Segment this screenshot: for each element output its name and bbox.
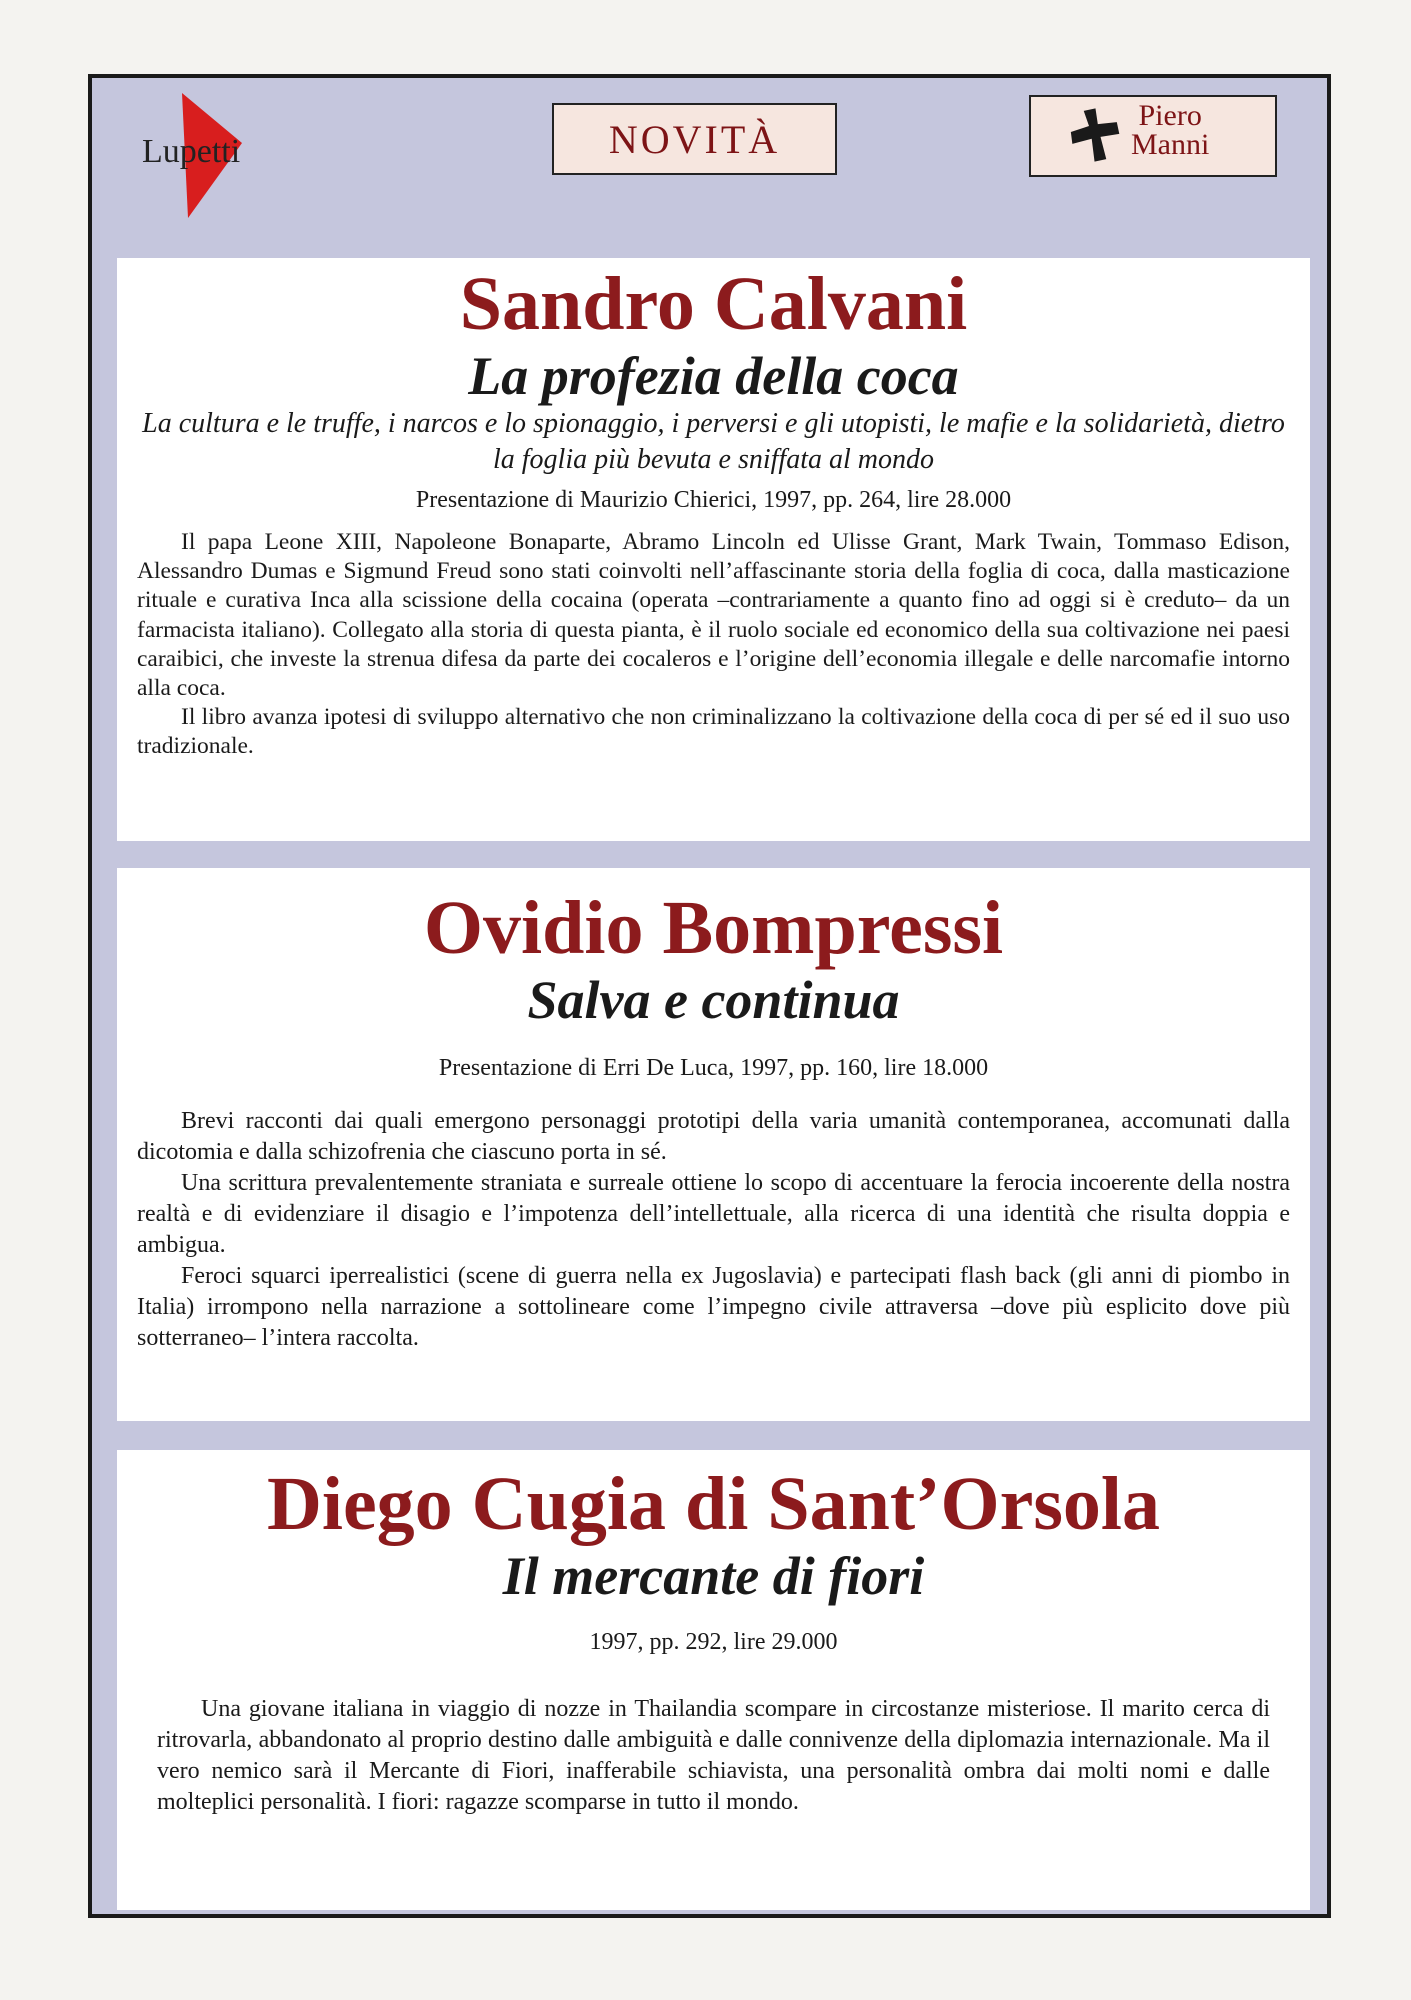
description-paragraph: Feroci squarci iperrealistici (scene di guerra nella ex Jugoslavia) e partecipati flash back (gli anni di piombo in Italia) irrompono nella narrazione a sottolineare come l’impegno civile attraversa –dove più esplicito dove più sotterraneo– l’intera raccolta. xyxy=(137,1263,1290,1351)
book-title: Salva e continua xyxy=(527,970,900,1030)
description-paragraph: Il papa Leone XIII, Napoleone Bonaparte, Abramo Lincoln ed Ulisse Grant, Mark Twain, Tommaso Edison, Alessandro Dumas e Sigmund Freud sono stati coinvolti nell’affascinante storia della foglia di coca, dalla masticazione rituale e curativa Inca alla scissione della cocaina (operata –contrariamente a quanto fino ad oggi si è creduto– da un farmacista italiano). Collegato alla storia di questa pianta, è il ruolo sociale ed economico della sua coltivazione nei paesi caraibici, che investe la strenua difesa da parte dei cocaleros e l’origine dell’economia illegale e delle narcomafie intorno alla coca. xyxy=(137,529,1290,702)
book-description xyxy=(137,1106,1290,1354)
manni-label: Manni xyxy=(1131,128,1210,161)
description-paragraph: Una scrittura prevalentemente straniata e surreale ottiene lo scopo di accentuare la ferocia incoerente della nostra realtà e di evidenziare il disagio e l’impotenza dell’intellettuale, alla ricerca di una identità che risulta doppia e ambigua. xyxy=(137,1170,1290,1258)
author-name: Diego Cugia di Sant’Orsola xyxy=(266,1462,1161,1546)
cross-icon xyxy=(1069,107,1121,163)
description-paragraph: Brevi racconti dai quali emergono personaggi prototipi della varia umanità contemporanea, accomunati dalla dicotomia e dalla schizofrenia che ciascuno porta in sé. xyxy=(137,1108,1290,1165)
novita-badge: NOVITÀ xyxy=(552,103,837,175)
flyer-frame xyxy=(88,74,1331,1918)
book-meta: Presentazione di Erri De Luca, 1997, pp. 160, lire 18.000 xyxy=(438,1055,989,1081)
book-description xyxy=(137,1694,1290,1818)
author-name: Sandro Calvani xyxy=(459,262,968,346)
piero-label: Piero xyxy=(1138,99,1202,132)
book-subtitle: La cultura e le truffe, i narcos e lo spionaggio, i perversi e gli utopisti, le mafie e la solidarietà, dietro la foglia più bevuta e sniffata al mondo xyxy=(142,408,1285,475)
book-panel-cugia xyxy=(117,1450,1310,1910)
book-description xyxy=(137,528,1290,762)
lupetti-label: Lupetti xyxy=(142,133,241,170)
description-paragraph: Il libro avanza ipotesi di sviluppo alternativo che non criminalizzano la coltivazione della coca di per sé ed il suo uso tradizionale. xyxy=(137,704,1290,760)
book-title: La profezia della coca xyxy=(468,346,959,406)
book-meta: 1997, pp. 292, lire 29.000 xyxy=(589,1629,838,1655)
book-panel-calvani xyxy=(117,258,1310,841)
author-name: Ovidio Bompressi xyxy=(423,886,1004,970)
book-title: Il mercante di fiori xyxy=(502,1546,925,1606)
piero-manni-label xyxy=(1131,101,1209,159)
lupetti-logo xyxy=(142,93,262,223)
description-paragraph: Una giovane italiana in viaggio di nozze in Thailandia scompare in circostanze misteriose. Il marito cerca di ritrovarla, abbandonato al proprio destino dalle ambiguità e dalle connivenze della diplomazia internazionale. Ma il vero nemico sarà il Mercante di Fiori, inafferabile schiavista, una personalità ombra dai molti nomi e dalle molteplici personalità. I fiori: ragazze scomparse in tutto il mondo. xyxy=(157,1696,1270,1815)
piero-manni-logo xyxy=(1029,95,1277,177)
book-meta: Presentazione di Maurizio Chierici, 1997, pp. 264, lire 28.000 xyxy=(415,487,1012,513)
book-panel-bompressi xyxy=(117,868,1310,1421)
